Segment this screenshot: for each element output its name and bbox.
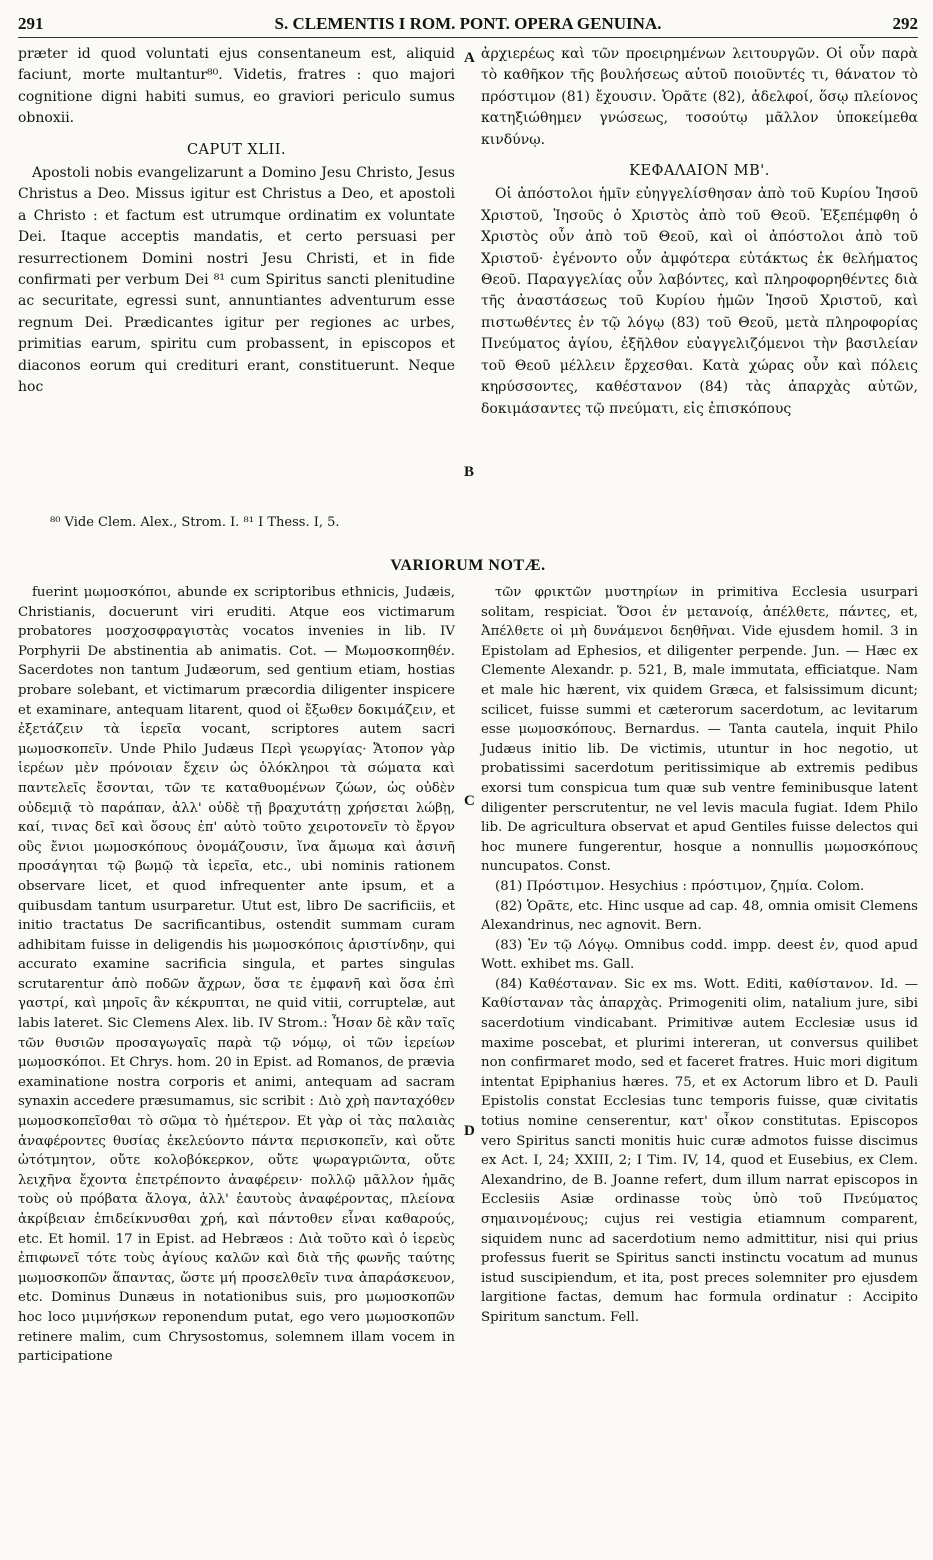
- running-title: S. CLEMENTIS I ROM. PONT. OPERA GENUINA.: [274, 14, 662, 33]
- greek-chapter-heading: ΚΕΦΑΛΑΙΟΝ ΜΒ'.: [629, 163, 770, 180]
- margin-marker-c: C: [464, 793, 475, 809]
- note-paragraph: τῶν φρικτῶν μυστηρίων in primitiva Ecclesia usurpari solitam, respiciat. Ὅσοι ἐν μετανοίᾳ, ἀπέλθετε, πάντες, et, Ἀπέλθετε οἱ μὴ δυνάμενοι δεηθῆναι. Vide ejusdem homil. 3 in Epistolam ad Ephesios, et diligenter perpende. Jun. — Hæc ex Clemente Alexandr. p. 521, B, male immutata, efficiatque. Nam et male hic hærent, vix quidem Græca, et falsissimum dicunt; scilicet, fuisse summi et cæterorum sacerdotum, ac levitarum esse μωμοσκόπους. Bernardus. — Tanta cautela, inquit Philo Judæus initio lib. De victimis, utuntur in hoc negotio, ut probatissimi sacerdotum peritissimique ab extremis pedibus exorsi tum conspicua tum quæ sub ventre feminibusque latent diligenter perscrutentur, ne vel levis macula fugiat. Idem Philo lib. De agricultura observat et apud Gentiles fuisse delectos qui hoc munere fungerentur, hosque a nonnullis μωμοσκόπους nuncupatos. Const.: [481, 585, 918, 875]
- note-82: (82) Ὁρᾶτε, etc. Hinc usque ad cap. 48, omnia omisit Clemens Alexandrinus, nec agnovit. Bern.: [481, 898, 918, 934]
- note-paragraph: fuerint μωμοσκόποι, abunde ex scriptoribus ethnicis, Judæis, Christianis, docuerunt viri eruditi. Atque eos victimarum probatores μοσχοσφραγιστὰς vocatos invenies in lib. IV Porphyrii De abstinentia ab animatis. Cot. — Μωμοσκοπηθέν. Sacerdotes non tantum Judæorum, sed gentium etiam, hostias probare solebant, et victimarum præcordia diligenter inspicere et examinare, antequam litarent, quod οἱ ἔξωθεν δοκιμάζειν, et ἐξετάζειν τὰ ἱερεῖα vocant, scriptores autem sacri μωμοσκοπεῖν. Unde Philo Judæus Περὶ γεωργίας· Ἄτοπον γὰρ ἱερέων μὲν πρόνοιαν ἔχειν ὡς ὁλόκληροι τὰ σώματα καὶ παντελεῖς ἔσονται, τῶν τε καταθυομένων ζώων, ὡς οὐδὲν οὐδεμιᾷ τὸ παράπαν, ἀλλ' οὐδὲ τῇ βραχυτάτῃ χρήσεται λώβῃ, καί, τινας δεῖ καὶ ὅσους ἐπ' αὐτὸ τοῦτο χειροτονεῖν τὸ ἔργον οὓς ἔνιοι μωμοσκόπους ὀνομάζουσιν, ἵνα ἄμωμα καὶ ἀσινῆ προσάγηται τῷ βωμῷ τὰ ἱερεῖα, etc., ubi nominis rationem observare licet, et quod infrequenter ante ipsum, et a quibusdam tantum usurparetur. Utut est, libro De sacrificiis, et initio tractatus De sacrificantibus, ostendit summam curam adhibitam fuisse in deligendis his μωμοσκόποις ἀριστίνδην, qui accurato examine sacrificia singula, et partes singulas scrutarentur ἀπὸ ποδῶν ἄχρων, ὅσα τε ἐμφανῆ καὶ ὅσα ἐπὶ γαστρί, καὶ μηροῖς ἂν κέκρυπται, ne quid vitii, corruptelæ, aut labis lateret. Sic Clemens Alex. lib. IV Strom.: Ἦσαν δὲ κἂν ταῖς τῶν θυσιῶν προσαγωγαῖς παρὰ τῷ νόμῳ, οἱ τῶν ἱερείων μωμοσκόποι. Et Chrys. hom. 20 in Epist. ad Romanos, de prævia examinatione nostra corporis et animi, antequam ad sacram synaxin accedere præsumamus, sic scribit : Διὸ χρὴ πανταχόθεν μωμοσκοπεῖσθαι τὸ σῶμα τὸ ἡμέτερον. Et γὰρ οἱ τὰς παλαιὰς ἀναφέροντες θυσίας ἐκελεύοντο πάντα περισκοπεῖν, καὶ οὔτε ὠτότμητον, οὔτε κολοβόκερκον, οὔτε ψωραγριῶντα, οὔτε λειχῆνα ἔχοντα ἐπετρέποντο ἀναφέρειν· πολλῷ μᾶλλον ἡμᾶς τοὺς οὐ πρόβατα ἄλογα, ἀλλ' ἑαυτοὺς ἀναφέροντας, πλείονα ἀκρίβειαν ἐπιδείκνυσθαι χρή, καὶ πάντοθεν εἶναι καθαρούς, etc. Et homil. 17 in Epist. ad Hebræos : Διὰ τοῦτο καὶ ὁ ἱερεὺς ἐπιφωνεῖ τότε τοὺς ἁγίους καλῶν καὶ διὰ τῆς φωνῆς ταύτης μωμοσκοπῶν ἅπαντας, ὥστε μή προσελθεῖν τινα ἀπαράσκευον, etc. Dominus Dunæus in notationibus suis, pro μωμοσκοπῶν hoc loco μιμνήσκων reponendum putat, ego vero μωμοσκοπῶν retinere malim, cum Chrysostomus, solemnem illam vocem in participatione: [18, 585, 455, 1365]
- greek-paragraph-top: ἀρχιερέως καὶ τῶν προειρημένων λειτουργῶν. Οἱ οὖν παρὰ τὸ καθῆκον τῆς βουλήσεως αὐτοῦ ποιοῦντές τι, θάνατον τὸ πρόστιμον (81) ἔχουσιν. Ὁρᾶτε (82), ἀδελφοί, ὅσῳ πλείονος κατηξιώθημεν γνώσεως, τοσούτῳ μᾶλλον ὑποκείμεθα κινδύνῳ.: [481, 46, 918, 148]
- note-81: (81) Πρόστιμον. Hesychius : πρόστιμον, ζημία. Colom.: [495, 878, 865, 894]
- notes-title: VARIORUM NOTÆ.: [390, 557, 546, 574]
- page-header: [18, 14, 918, 38]
- note-84: (84) Καθέσταναν. Sic ex ms. Wott. Editi, καθίστανον. Id. — Καθίσταναν τὰς ἀπαρχὰς. Primogeniti olim, natalium jure, sibi sacerdotium vindicabant. Primitivæ autem Ecclesiæ usus id maxime poscebat, et plurimi intereran, ut conversus quilibet non confirmaret modo, sed et faceret fratres. Huic mori digitum intentat Epiphanius hæres. 75, et ex Actorum libro et D. Pauli Epistolis constat Ecclesias tunc temporis fuisse, quæ civitatis totius nomine censerentur, κατ' οἶκον constitutas. Episcopos vero Spiritus sancti monitis huic curæ admotos fuisse discimus ex Act. I, 24; XXIII, 2; I Tim. IV, 14, quod et Eusebius, ex Clem. Alexandrino, de B. Joanne refert, dum illum narrat episcopos in Ecclesiis Asiæ ordinasse τοὺς ὑπὸ τοῦ Πνεύματος σημαινομένους; cujus rei vestigia etiamnum comparent, siquidem nunc ad sacerdotium nemo admittitur, nisi qui prius professus fuerit se Spiritus sancti instinctu vocatum ad munus istud suscipiendum, et ita, post preces solemniter pro ejusdem largitione factas, demum hac formula ordinatur : Accipito Spiritum sanctum. Fell.: [481, 976, 918, 1325]
- main-text: [18, 44, 918, 509]
- document-page: [18, 14, 918, 1550]
- margin-marker-a: A: [464, 50, 475, 66]
- margin-marker-d: D: [464, 1123, 475, 1139]
- notes-left-column: [18, 583, 469, 1513]
- note-83: (83) Ἐν τῷ Λόγῳ. Omnibus codd. impp. deest ἐν, quod apud Wott. exhibet ms. Gall.: [481, 937, 918, 973]
- latin-chapter-heading: CAPUT XLII.: [186, 141, 287, 158]
- page-number-right: 292: [892, 14, 918, 33]
- latin-paragraph-top: præter id quod voluntati ejus consentaneum est, aliquid faciunt, morte multantur⁸⁰. Videtis, fratres : quo majori cognitione digni habiti sumus, eo graviori periculo sumus obnoxii.: [18, 46, 455, 127]
- variorum-notes: [18, 583, 918, 1513]
- greek-paragraph-main: Οἱ ἀπόστολοι ἡμῖν εὐηγγελίσθησαν ἀπὸ τοῦ Κυρίου Ἰησοῦ Χριστοῦ, Ἰησοῦς ὁ Χριστὸς ἀπὸ τοῦ Θεοῦ. Ἐξεπέμφθη ὁ Χριστὸς οὖν ἀπὸ τοῦ Θεοῦ, καὶ οἱ ἀπόστολοι ἀπὸ τοῦ Χριστοῦ· ἐγένοντο οὖν ἀμφότερα εὐτάκτως ἐκ θελήματος Θεοῦ. Παραγγελίας οὖν λαβόντες, καὶ πληροφορηθέντες διὰ τῆς ἀναστάσεως τοῦ Κυρίου ἡμῶν Ἰησοῦ Χριστοῦ, καὶ πιστωθέντες ἐν τῷ λόγῳ (83) τοῦ Θεοῦ, μετὰ πληροφορίας Πνεύματος ἁγίου, ἐξῆλθον εὐαγγελιζόμενοι τὴν βασιλείαν τοῦ Θεοῦ μέλλειν ἔρχεσθαι. Κατὰ χώρας οὖν καὶ πόλεις κηρύσσοντες, καθέστανον (84) τὰς ἀπαρχὰς αὐτῶν, δοκιμάσαντες τῷ πνεύματι, εἰς ἐπισκόπους: [481, 186, 918, 417]
- footnotes: ⁸⁰ Vide Clem. Alex., Strom. I. ⁸¹ I Thess. I, 5.: [50, 515, 340, 530]
- latin-column: [18, 44, 467, 509]
- latin-paragraph-main: Apostoli nobis evangelizarunt a Domino Jesu Christo, Jesus Christus a Deo. Missus igitur est Christus a Deo, et apostoli a Christo : et factum est utrumque ordinatim ex voluntate Dei. Itaque acceptis mandatis, et certo persuasi per resurrectionem Domini nostri Jesu Christi, et in fide confirmati per verbum Dei ⁸¹ cum Spiritus sancti plenitudine ac securitate, egressi sunt, annuntiantes adventurum esse regnum Dei. Prædicantes igitur per regiones ac urbes, primitias earum, spiritu cum probassent, in episcopos et diaconos eorum qui credituri erant, constituerunt. Neque hoc: [18, 165, 455, 396]
- notes-right-column: [469, 583, 918, 1513]
- greek-column: [467, 44, 918, 509]
- margin-marker-b: B: [464, 464, 475, 480]
- page-number-left: 291: [18, 14, 44, 33]
